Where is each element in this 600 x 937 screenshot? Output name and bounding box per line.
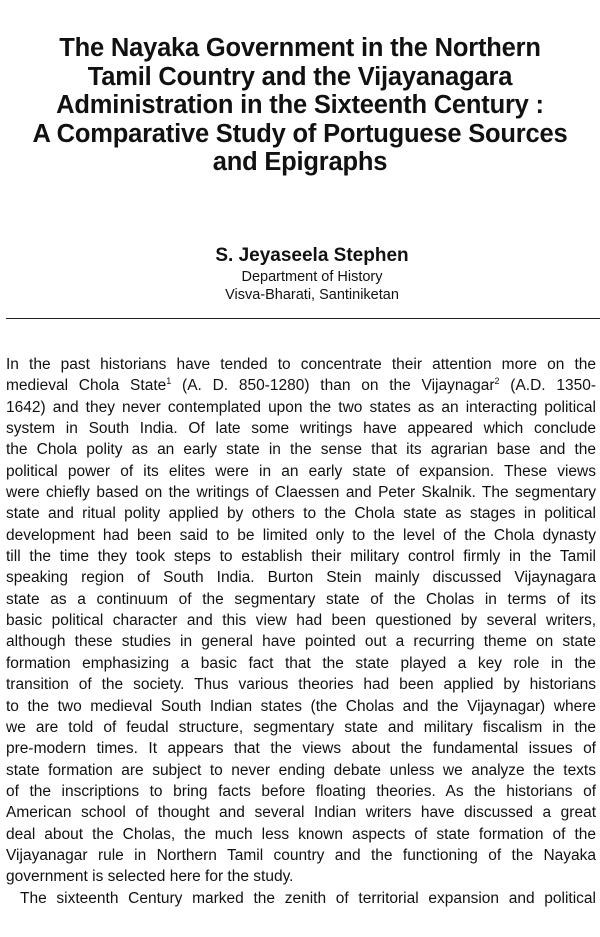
title-line: A Comparative Study of Portuguese Sources [32,119,568,148]
title-line: and Epigraphs [212,148,388,177]
body-line: Vijayanagar rule in Northern Tamil country and the functioning of the Nayaka [6,846,596,864]
body-line: basic political character and this view had been questioned by several writers, [6,612,596,630]
line-segment: (A. D. 850-1280) than on the Vijaynagar [171,377,495,395]
author-institution: Visva-Bharati, Santiniketan [225,287,399,303]
article-title [8,34,592,177]
body-line: transition of the society. Thus various theories had been applied by historians [6,676,596,694]
body-line: In the past historians have tended to concentrate their attention more on the [6,356,596,373]
body-line: American school of thought and several Indian writers have discussed a great [6,804,596,822]
body-line: deal about the Cholas, the much less known aspects of state formation of the [6,825,596,843]
author-department: Department of History [241,269,383,285]
body-line: although these studies in general have pointed out a recurring theme on state [6,633,596,651]
body-line: till the time they took steps to establish their military control firmly in the Tamil [6,548,596,566]
author-name: S. Jeyaseela Stephen [215,245,409,266]
body-text [6,354,596,909]
body-line: The sixteenth Century marked the zenith of territorial expansion and political [20,889,596,907]
line-segment: medieval Chola State [6,377,167,395]
horizontal-rule [6,318,600,319]
body-line: system in South India. Of late some writings have appeared which conclude [6,420,596,438]
body-line: 1642) and they never contemplated upon the two states as an interacting political [6,398,596,416]
body-line: we are told of feudal structure, segmentary state and military fiscalism in the [6,718,596,736]
title-line: Administration in the Sixteenth Century : [56,91,544,120]
body-line: to the two medieval South Indian states (the Cholas and the Vijaynagar) where [6,697,596,715]
line-segment: (A.D. 1350- [499,377,596,395]
body-line: state formation are subject to never ending debate unless we analyze the texts [6,761,596,779]
body-line: pre-modern times. It appears that the views about the fundamental issues of [6,740,596,758]
body-line: political power of its elites were in an early state of expansion. These views [6,462,596,480]
author-block [24,244,600,304]
body-line: the Chola polity as an early state in the sense that its agrarian base and the [6,441,596,459]
footnote-marker: 2 [494,376,500,387]
body-line: were chiefly based on the writings of Claessen and Peter Skalnik. The segmentary [6,484,596,502]
footnote-marker: 1 [166,376,172,387]
title-line: Tamil Country and the Vijayanagara [87,62,513,91]
body-line: speaking region of South India. Burton Stein mainly discussed Vijaynagara [6,569,596,587]
body-line [6,375,596,396]
body-line: of the inscriptions to bring facts before floating theories. As the historians of [6,782,596,800]
title-line: The Nayaka Government in the Northern [59,34,541,62]
body-line: formation emphasizing a basic fact that the state played a key role in the [6,654,596,672]
body-line: state as a continuum of the segmentary state of the Cholas in terms of its [6,590,596,608]
body-line: government is selected here for the study. [6,868,294,886]
body-line: state and ritual polity applied by others to the Chola state as stages in political [6,505,596,523]
body-line: development had been said to be limited only to the level of the Chola dynasty [6,526,596,544]
